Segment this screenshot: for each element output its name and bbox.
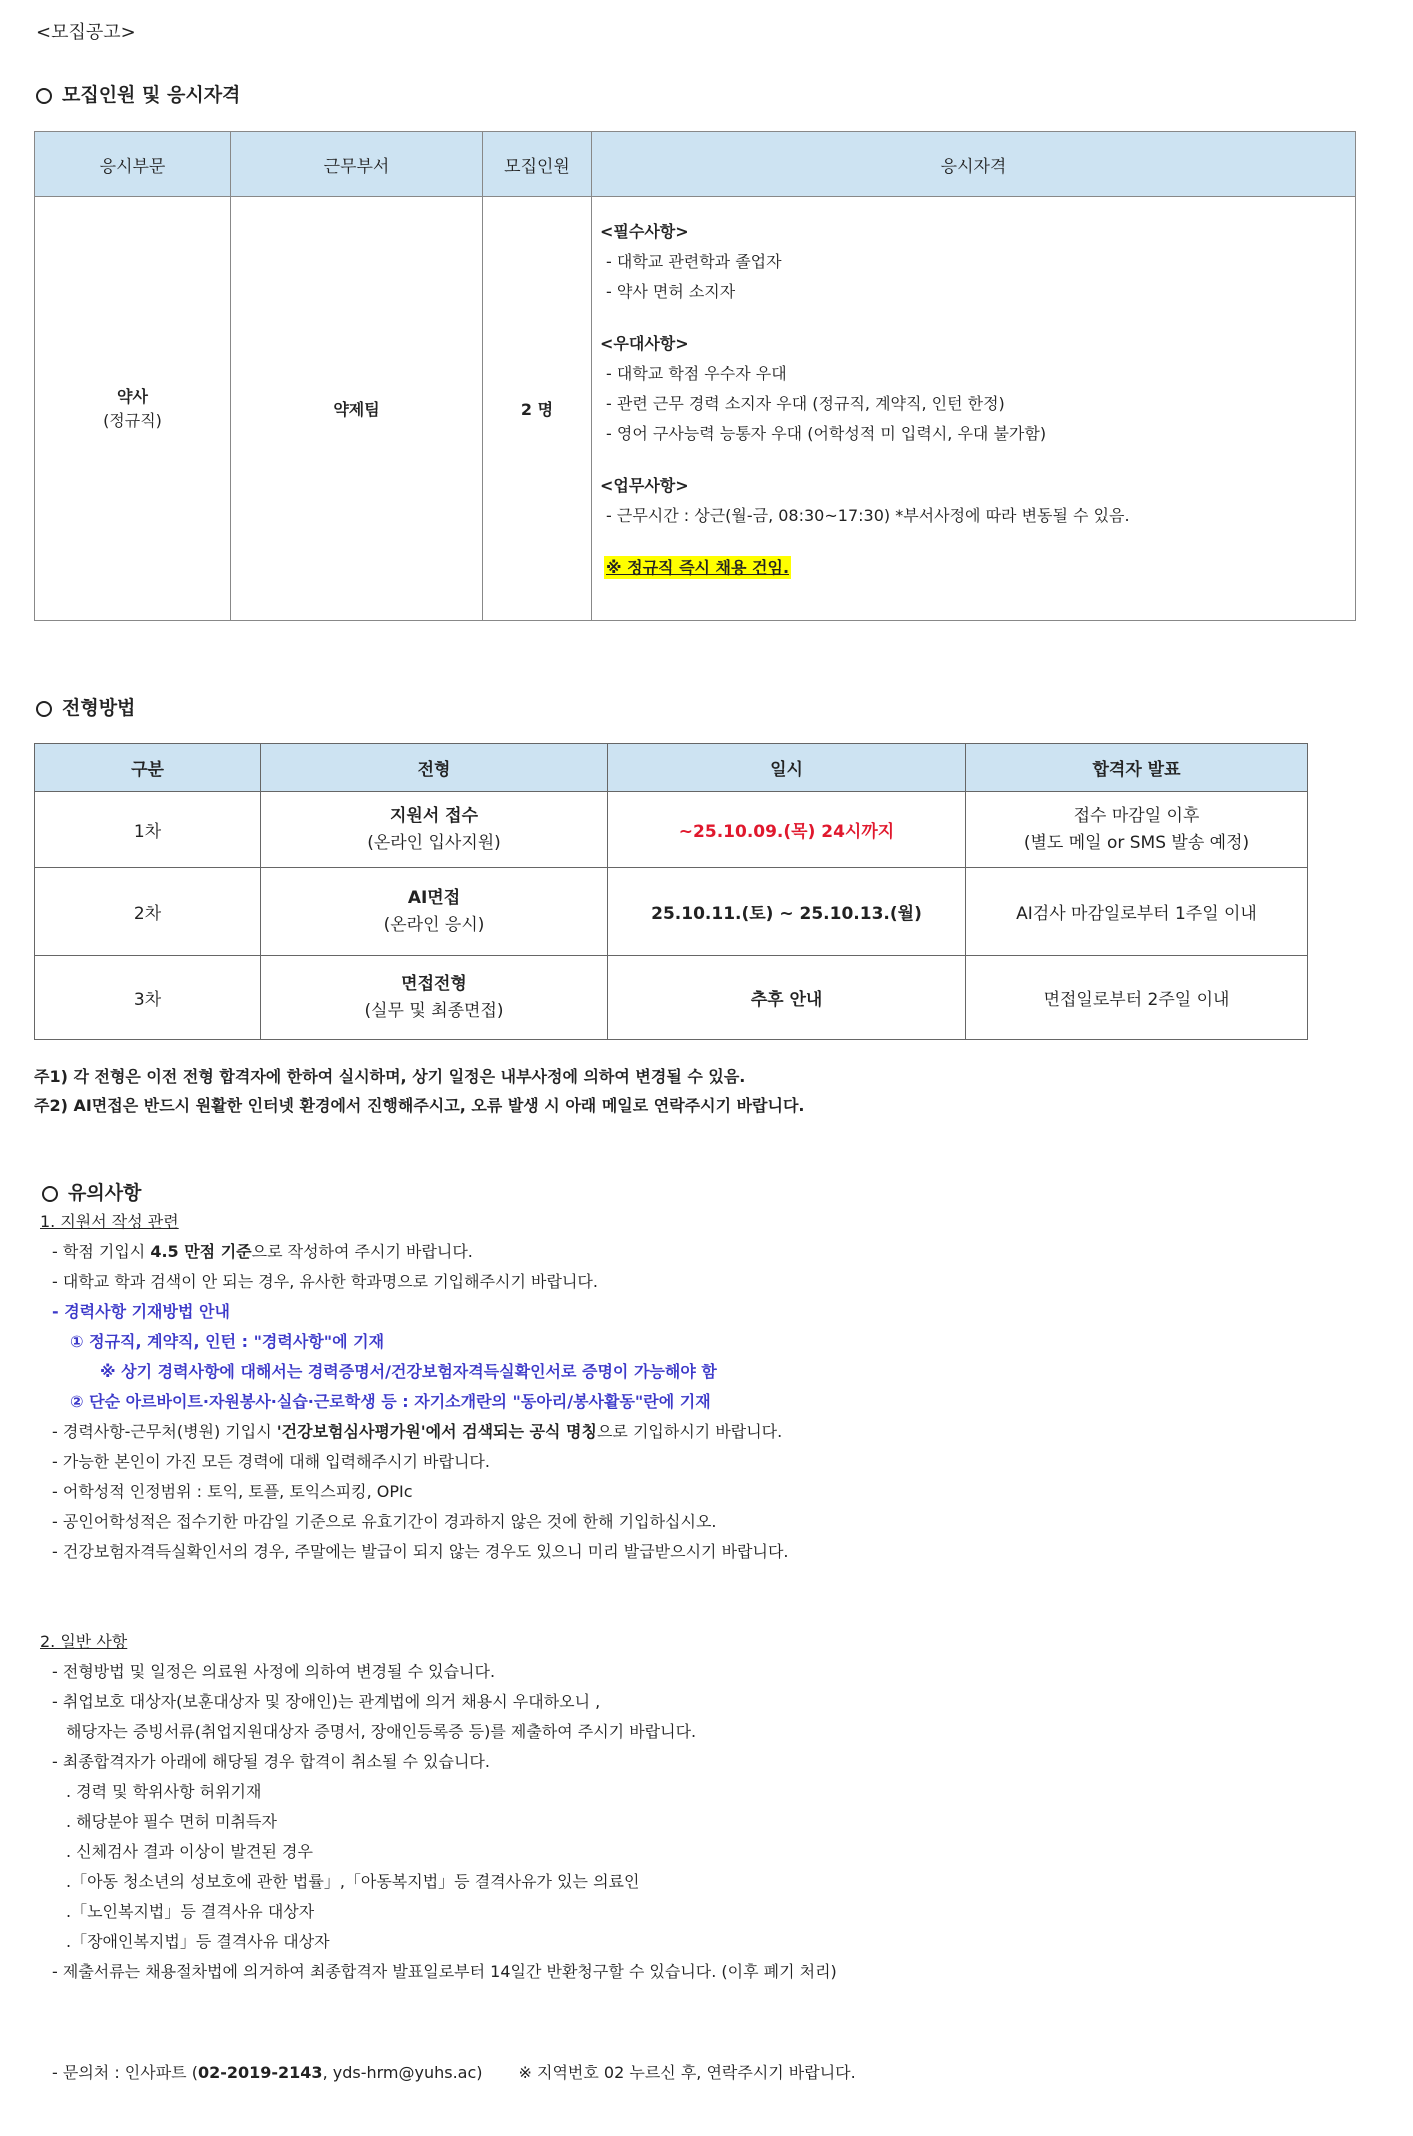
header-division: 응시부문 — [35, 132, 231, 197]
required-item: - 약사 면허 소지자 — [606, 282, 736, 301]
division-name: 약사 — [117, 386, 148, 406]
circle-bullet-icon — [36, 88, 52, 104]
general-item: - 전형방법 및 일정은 의료원 사정에 의하여 변경될 수 있습니다. — [52, 1662, 496, 1681]
result-line: (별도 메일 or SMS 발송 예정) — [1023, 832, 1250, 853]
required-item: - 대학교 관련학과 졸업자 — [606, 252, 782, 271]
contact-note: ※ 지역번호 02 누르신 후, 연락주시기 바랍니다. — [518, 2063, 856, 2082]
process-sub: (온라인 입사지원) — [367, 832, 501, 853]
notice-title: <모집공고> — [36, 22, 136, 43]
contact-prefix: - 문의처 : 인사파트 ( — [52, 2063, 198, 2082]
cell-result — [966, 792, 1308, 868]
process-name: 지원서 접수 — [389, 805, 479, 826]
header-stage: 구분 — [35, 744, 261, 792]
contact-email: , yds-hrm@yuhs.ac) — [322, 2063, 483, 2082]
section-cautions-heading-text: 유의사항 — [68, 1182, 142, 1204]
cancel-item: .「장애인복지법」등 결격사유 대상자 — [66, 1932, 330, 1951]
cancel-title: - 최종합격자가 아래에 해당될 경우 합격이 취소될 수 있습니다. — [52, 1752, 490, 1771]
caution-item: - 학점 기입시 4.5 만점 기준으로 작성하여 주시기 바랍니다. — [52, 1242, 473, 1261]
cancel-item: .「아동 청소년의 성보호에 관한 법률」,「아동복지법」등 결격사유가 있는 의료인 — [66, 1872, 640, 1891]
section-cautions-heading — [42, 1178, 141, 1205]
preferred-item: - 관련 근무 경력 소지자 우대 (정규직, 계약직, 인턴 한정) — [606, 394, 1005, 413]
cell-process — [261, 868, 608, 956]
division-type: (정규직) — [103, 410, 162, 430]
contact-line — [52, 2058, 856, 2088]
process-table — [34, 743, 1308, 1040]
cell-date: ~25.10.09.(목) 24시까지 — [608, 792, 966, 868]
career-guide-item: ① 정규직, 계약직, 인턴 : "경력사항"에 기재 — [70, 1332, 385, 1351]
cell-count: 2 명 — [483, 197, 592, 621]
circle-bullet-icon — [42, 1186, 58, 1202]
table-row — [35, 792, 1308, 868]
cell-date: 추후 안내 — [608, 956, 966, 1040]
header-qualification: 응시자격 — [592, 132, 1356, 197]
subsection-title: 1. 지원서 작성 관련 — [40, 1212, 179, 1231]
cell-result: 면접일로부터 2주일 이내 — [966, 956, 1308, 1040]
cancel-item: . 신체검사 결과 이상이 발견된 경우 — [66, 1842, 313, 1861]
section-process-heading — [36, 693, 135, 720]
general-item: - 취업보호 대상자(보훈대상자 및 장애인)는 관계법에 의거 채용시 우대하오니 , — [52, 1692, 601, 1711]
career-guide-note: ※ 상기 경력사항에 대해서는 경력증명서/건강보험자격득실확인서로 증명이 가능해야 함 — [100, 1362, 717, 1381]
cell-dept: 약제팀 — [231, 197, 483, 621]
header-count: 모집인원 — [483, 132, 592, 197]
career-guide-title: - 경력사항 기재방법 안내 — [52, 1302, 230, 1321]
caution-item: - 건강보험자격득실확인서의 경우, 주말에는 발급이 되지 않는 경우도 있으니 미리 발급받으시기 바랍니다. — [52, 1542, 789, 1561]
cell-qualification — [592, 197, 1356, 621]
process-name: 면접전형 — [401, 973, 467, 994]
duty-item: - 근무시간 : 상근(월-금, 08:30~17:30) *부서사정에 따라 변동될 수 있음. — [606, 506, 1130, 525]
process-name: AI면접 — [407, 887, 461, 908]
cancel-item: . 경력 및 학위사항 허위기재 — [66, 1782, 262, 1801]
cell-division — [35, 197, 231, 621]
caution-item: - 가능한 본인이 가진 모든 경력에 대해 입력해주시기 바랍니다. — [52, 1452, 490, 1471]
circle-bullet-icon — [36, 701, 52, 717]
cell-date: 25.10.11.(토) ~ 25.10.13.(월) — [608, 868, 966, 956]
process-notes — [34, 1062, 805, 1120]
preferred-title: <우대사항> — [600, 334, 689, 353]
cell-stage: 1차 — [35, 792, 261, 868]
contact-phone: 02-2019-2143 — [197, 2063, 323, 2082]
cell-process — [261, 792, 608, 868]
header-process: 전형 — [261, 744, 608, 792]
caution-item: - 공인어학성적은 접수기한 마감일 기준으로 유효기간이 경과하지 않은 것에 한해 기입하십시오. — [52, 1512, 717, 1531]
preferred-item: - 대학교 학점 우수자 우대 — [606, 364, 787, 383]
duty-title: <업무사항> — [600, 476, 689, 495]
required-title: <필수사항> — [600, 222, 689, 241]
subsection-title: 2. 일반 사항 — [40, 1632, 128, 1651]
cell-process — [261, 956, 608, 1040]
table-row — [35, 956, 1308, 1040]
result-line: 접수 마감일 이후 — [1073, 805, 1200, 826]
header-dept: 근무부서 — [231, 132, 483, 197]
note-line: 주1) 각 전형은 이전 전형 합격자에 한하여 실시하며, 상기 일정은 내부사정에 의하여 변경될 수 있음. — [34, 1067, 746, 1086]
note-line: 주2) AI면접은 반드시 원활한 인터넷 환경에서 진행해주시고, 오류 발생 시 아래 메일로 연락주시기 바랍니다. — [34, 1096, 805, 1115]
process-sub: (실무 및 최종면접) — [364, 1000, 504, 1021]
section-process-heading-text: 전형방법 — [62, 697, 136, 719]
cell-stage: 3차 — [35, 956, 261, 1040]
general-item: - 제출서류는 채용절차법에 의거하여 최종합격자 발표일로부터 14일간 반환청구할 수 있습니다. (이후 폐기 처리) — [52, 1962, 837, 1981]
highlight-notice: ※ 정규직 즉시 채용 건임. — [606, 558, 790, 577]
section-recruitment-heading-text: 모집인원 및 응시자격 — [62, 84, 241, 106]
recruitment-table — [34, 131, 1356, 621]
section-recruitment-heading — [36, 80, 240, 107]
table-row — [35, 868, 1308, 956]
caution-item: - 대학교 학과 검색이 안 되는 경우, 유사한 학과명으로 기입해주시기 바랍니다. — [52, 1272, 598, 1291]
cautions-block — [40, 1207, 1380, 1987]
general-item-continued: 해당자는 증빙서류(취업지원대상자 증명서, 장애인등록증 등)를 제출하여 주시기 바랍니다. — [66, 1722, 697, 1741]
cell-result: AI검사 마감일로부터 1주일 이내 — [966, 868, 1308, 956]
caution-item: - 어학성적 인정범위 : 토익, 토플, 토익스피킹, OPIc — [52, 1482, 413, 1501]
career-guide-item: ② 단순 아르바이트·자원봉사·실습·근로학생 등 : 자기소개란의 "동아리/봉사활동"란에 기재 — [70, 1392, 711, 1411]
header-date: 일시 — [608, 744, 966, 792]
preferred-item: - 영어 구사능력 능통자 우대 (어학성적 미 입력시, 우대 불가함) — [606, 424, 1047, 443]
cancel-item: .「노인복지법」등 결격사유 대상자 — [66, 1902, 315, 1921]
caution-item: - 경력사항-근무처(병원) 기입시 '건강보험심사평가원'에서 검색되는 공식 명칭으로 기입하시기 바랍니다. — [52, 1422, 783, 1441]
cell-stage: 2차 — [35, 868, 261, 956]
header-result: 합격자 발표 — [966, 744, 1308, 792]
process-sub: (온라인 응시) — [383, 914, 485, 935]
cancel-item: . 해당분야 필수 면허 미취득자 — [66, 1812, 277, 1831]
